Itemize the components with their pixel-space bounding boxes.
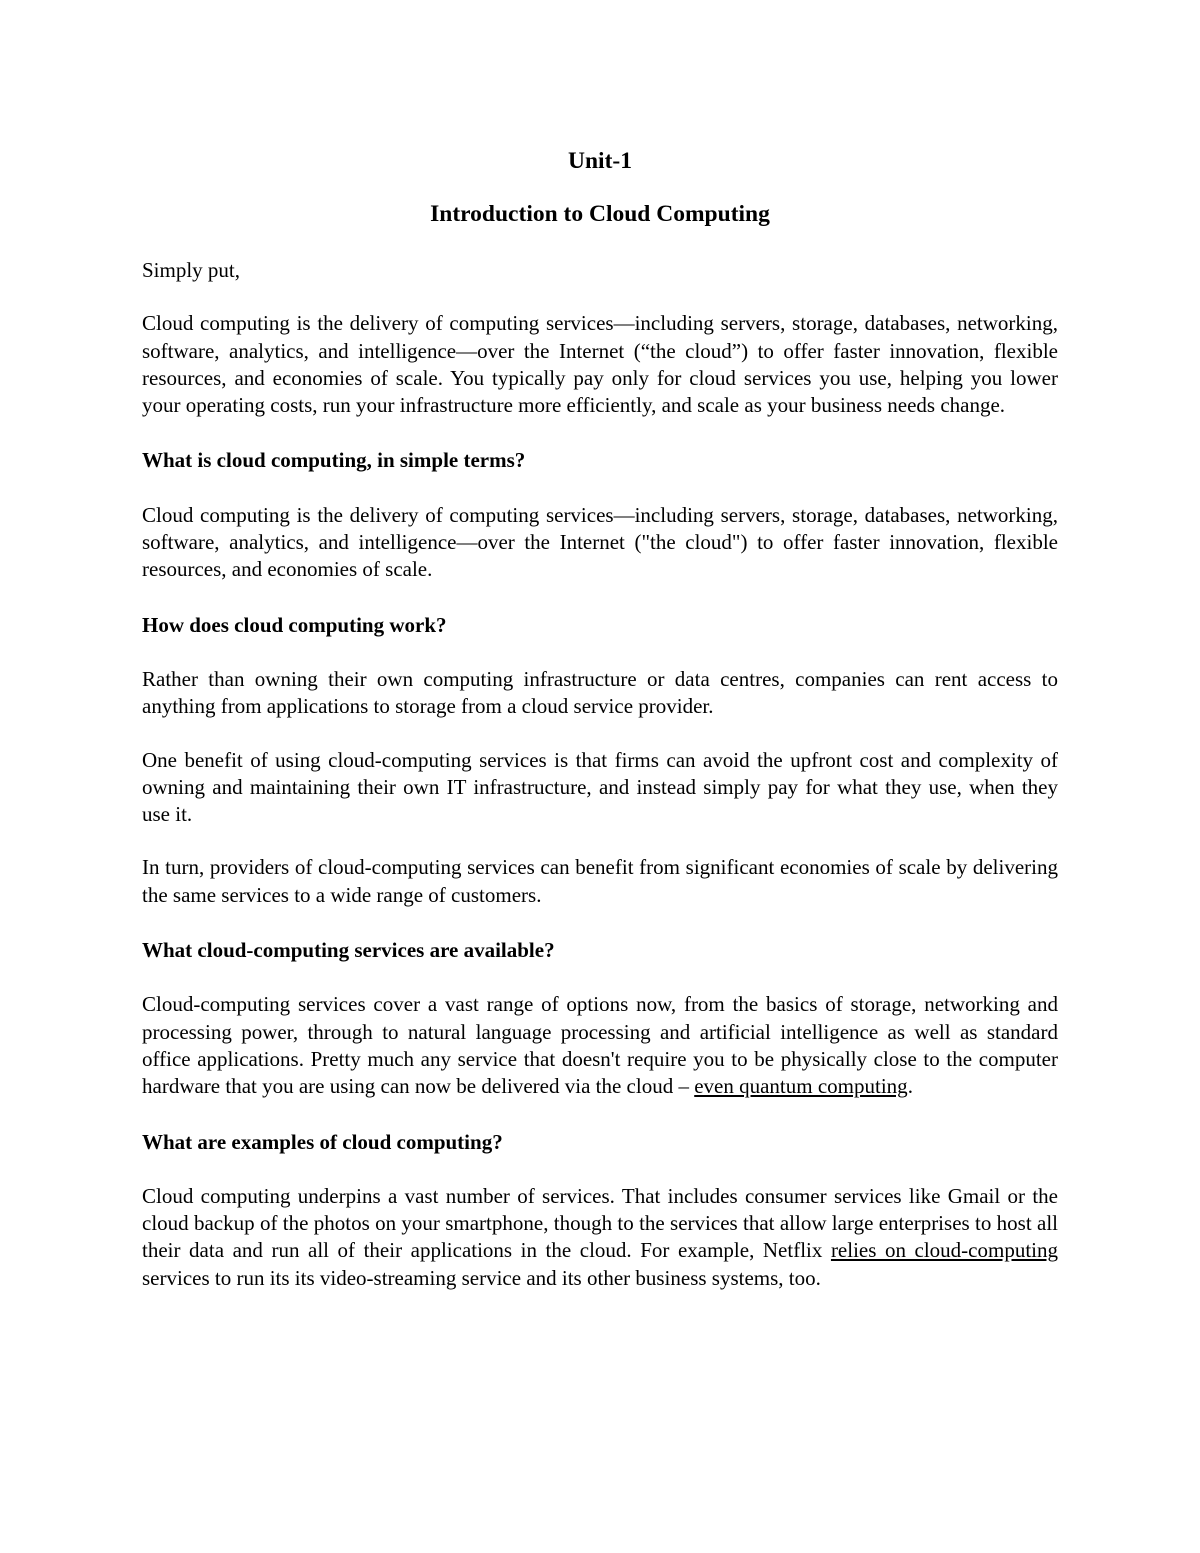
- section-paragraph: [142, 1183, 1058, 1292]
- section-heading-services-available: What cloud-computing services are available?: [142, 938, 555, 963]
- intro-paragraph: Cloud computing is the delivery of computing services—including servers, storage, databases, networking, software, analytics, and intelligence—over the Internet (“the cloud”) to offer faster innovation, flexible resources, and economies of scale. You typically pay only for cloud services you use, helping you lower your operating costs, run your infrastructure more efficiently, and scale as your business needs change.: [142, 311, 1058, 418]
- section-paragraph: Cloud computing is the delivery of computing services—including servers, storage, databases, networking, software, analytics, and intelligence—over the Internet ("the cloud") to offer faster innovation, flexible resources, and economies of scale.: [142, 502, 1058, 582]
- section-paragraph: Rather than owning their own computing infrastructure or data centres, companies can rent access to anything from applications to storage from a cloud service provider.: [142, 666, 1058, 719]
- section-heading-how-works: How does cloud computing work?: [142, 612, 447, 637]
- paragraph-text: Cloud-computing services cover a vast range of options now, from the basics of storage, networking and processing power, through to natural language processing and artificial intelligence as well as standard office applications. Pretty much any service that doesn't require you to be physically close to the computer hardware that you are using can now be delivered via the cloud –: [142, 992, 1058, 1099]
- paragraph-text: Cloud computing underpins a vast number of services. That includes consumer services like Gmail or the cloud backup of the photos on your smartphone, though to the services that allow large enterprises to host all their data and run all of their applications in the cloud. For example, Netflix: [142, 1183, 1058, 1263]
- intro-lead: Simply put,: [142, 258, 241, 282]
- section-heading-examples: What are examples of cloud computing?: [142, 1129, 503, 1154]
- section-paragraph: One benefit of using cloud-computing services is that firms can avoid the upfront cost and complexity of owning and maintaining their own IT infrastructure, and instead simply pay for what they use, when they use it.: [142, 747, 1058, 827]
- document-body: [142, 140, 1058, 1292]
- paragraph-text: services to run its its video-streaming service and its other business systems, too.: [142, 1265, 821, 1290]
- section-paragraph: In turn, providers of cloud-computing services can benefit from significant economies of scale by delivering the same services to a wide range of customers.: [142, 855, 1058, 907]
- paragraph-text: .: [907, 1074, 913, 1099]
- page-title: Introduction to Cloud Computing: [430, 201, 770, 227]
- netflix-cloud-link[interactable]: relies on cloud-computing: [830, 1238, 1058, 1263]
- quantum-computing-link[interactable]: even quantum computing: [694, 1074, 908, 1099]
- section-paragraph: [142, 991, 1058, 1100]
- section-heading-what-is: What is cloud computing, in simple terms?: [142, 448, 526, 473]
- unit-title: Unit-1: [568, 148, 632, 174]
